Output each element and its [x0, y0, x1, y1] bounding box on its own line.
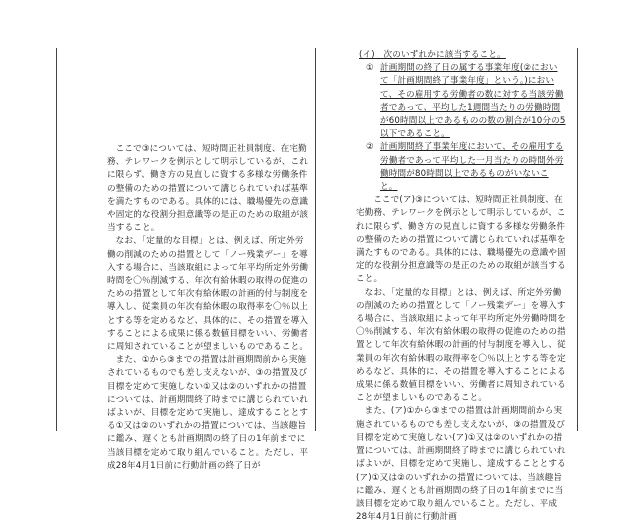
- left-column-rule: [56, 48, 57, 431]
- left-paragraph-1: ここで③については、短時間正社員制度、在宅勤務、テレワークを例示として明示しているが、これに限らず、働き方の見直しに資する多様な労働条件の整備のための措置について講じられていれば基準を満たすものである。具体的には、職場優先の意識や固定的な役割分担意識等の是正のための取組が該当すること。: [107, 144, 309, 234]
- left-paragraph-2: なお、「定量的な目標」とは、例えば、所定外労働の削減のための措置として「ノー残業デー」を導入する場合に、当該取組によって年平均所定外労働時間を〇％削減する、年次有給休暇の取得の促進のための措置として年次有給休暇の計画的付与制度を導入し、従業員の年次有給休暇の取得率を〇％以上とする等を定めるなど、具体的に、その措置を導入することによる成果に係る数値目標をいい、労働者に周知されていることが望ましいものであること。: [107, 236, 309, 353]
- criteria-item-1-text: 計画期間の終了日の属する事業年度(②において「計画期間終了事業年度」という。)において、その雇用する労働者の数に対する当該労働者であって、平均した1週間当たりの労働時間が60時間以上であるものの数の割合が10分の5以下であること。: [380, 63, 566, 140]
- criteria-item-2-text: 計画期間終了事業年度において、その雇用する労働者であって平均した一月当たりの時間外労働時間が80時間以上であるものがいないこと。: [380, 142, 564, 193]
- criteria-item-2: [356, 141, 566, 194]
- left-paragraph-3: また、①から③までの措置は計画期間前から実施されているものでも差し支えないが、③の措置及び目標を定めて実施しない①又は②のいずれかの措置については、計画期間終了時までに講じられていればよいが、目標を定めて実施し、達成することとする①又は②のいずれかの措置については、当該趣旨に鑑み、遅くとも計画期間の終了日の1年前までに当該目標を定めて取り組んでいること。ただし、平成28年4月1日前に行動計画の終了日が: [107, 355, 309, 471]
- criteria-heading: (イ) 次のいずれかに該当すること。: [359, 50, 506, 60]
- right-paragraph-1: ここで(ア)③については、短時間正社員制度、在宅勤務、テレワークを例示として明示しているが、これに限らず、働き方の見直しに資する多様な労働条件の整備のための措置について講じられていれば基準を満たすものである。具体的には、職場優先の意識や固定的な役割分担意識等の是正のための取組が該当すること。: [356, 195, 566, 285]
- criteria-item-1: [356, 62, 566, 141]
- criteria-item-1-number: ①: [366, 63, 374, 74]
- right-column: [356, 49, 566, 524]
- right-paragraph-3: また、(ア)①から③までの措置は計画期間前から実施されているものでも差し支えないが、③の措置及び目標を定めて実施しない(ア)①又は②のいずれかの措置については、計画期間終了時までに講じられていればよいが、目標を定めて実施し、達成することとする(ア)①又は②のいずれかの措置については、当該趣旨に鑑み、遅くとも計画期間の終了日の1年前までに当該目標を定めて取り組んでいること。ただし、平成28年4月1日前に行動計画: [356, 406, 566, 523]
- right-column-rule: [577, 48, 578, 431]
- criteria-item-2-number: ②: [366, 142, 374, 153]
- center-divider-rule: [315, 48, 316, 431]
- left-column: [107, 143, 311, 473]
- right-paragraph-2: なお、「定量的な目標」とは、例えば、所定外労働の削減のための措置として「ノー残業デー」を導入する場合に、当該取組によって年平均所定外労働時間を〇％削減する、年次有給休暇の取得の促進のための措置として年次有給休暇の計画的付与制度を導入し、従業員の年次有給休暇の取得率を〇％以上とする等を定めるなど、具体的に、その措置を導入することによる成果に係る数値目標をいい、労働者に周知されていることが望ましいものであること。: [356, 287, 566, 404]
